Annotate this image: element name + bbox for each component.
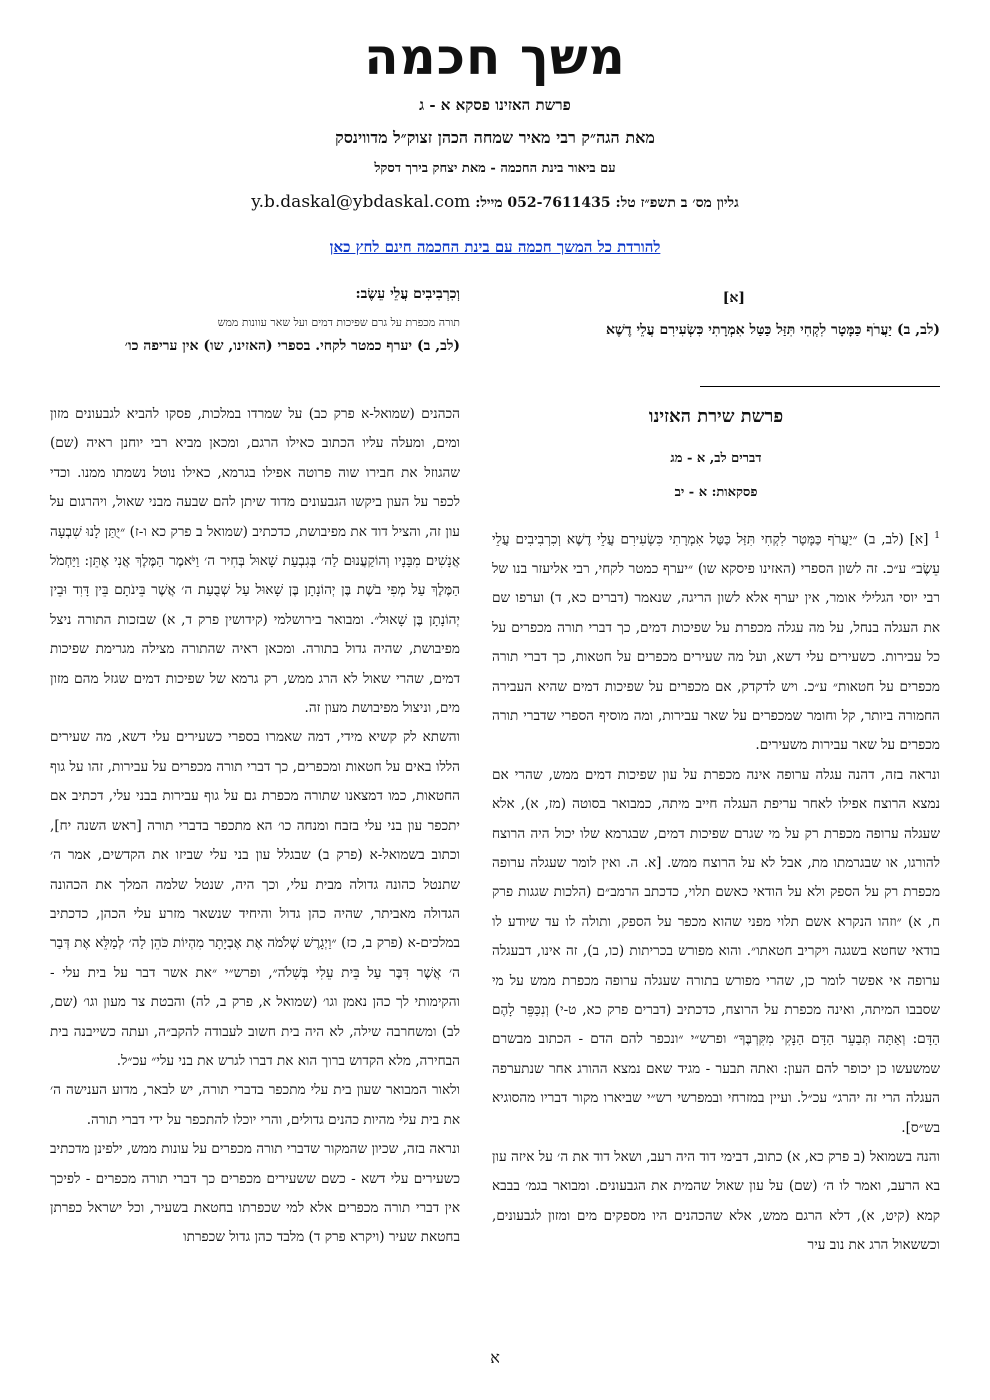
paragraph: ולאור המבואר שעון בית עלי מתכפר בדברי תורה, יש לבאר, מדוע הענישה ה׳ את בית עלי מהיות כהנים גדולים, והרי יוכלו להתכפר על ידי דברי תורה. [50, 1082, 460, 1128]
paragraph: והשתא לק קשיא מידי, דמה שאמרו בספרי כשעירים עלי דשא, מה שעירים הללו באים על חטאות ומכפרים, כך דברי תורה מכפרים על עבירות, זהו על גוף החטאות, כמו דמצאנו שתורה מכפרת גם על גוף עבירות בבני עלי, דכתיב אם יתכפר עון בני עלי בזבח ומנחה כו׳ הא מתכפר בדברי תורה [ראש השנה יח], וכתוב בשמואל-א (פרק ב) שבגלל עון בני עלי שביזו את הקדשים, אמר ה׳ שתנטל כהונה גדולה מבית עלי, וכך היה, שנטל שלמה המלך את הכהונה הגדולה מאביתר, שהיה כהן גדול והיחיד שנשאר מזרע עלי הכהן, כדכתיב במלכים-א (פרק ב, כז) ״וַיְגָרֶשׁ שְׁלֹמֹה אֶת אֶבְיָתָר מִהְיוֹת כֹּהֵן לַה׳ לְמַלֵּא אֶת דְּבַר ה׳ אֲשֶׁר דִּבֶּר עַל בֵּית עֵלִי בְּשִׁלֹה״, ופרש״י ״את אשר דבר על בית עלי - והקימותי לך כהן נאמן וגו׳ (שמואל א, פרק ב, לה) והבטת צר מעון וגו׳ (שם, לב) ומשחרבה שילה, לא היה בית חשוב לעבודה להקב״ה, ועתה כשייבנה בית הבחירה, מלא הקדוש ברוך הוא את דברו לגרש את בני עלי״ עכ״ל. [50, 729, 460, 1069]
download-line [0, 238, 990, 257]
section-marker: [א] [722, 290, 745, 306]
page-number: א [490, 1348, 500, 1367]
right-column [492, 522, 940, 1261]
footnote-marker: 1 [934, 531, 940, 541]
sifrei-heading: (לב, ב) יערף כמטר לקחי. בספרי (האזינו, שו) אין עריפה כו׳ [124, 338, 460, 354]
verse-heading: (לב, ב) יַעֲרֹף כַּמָּטָר לִקְחִי תִּזַּל כַּטַּל אִמְרָתִי כִּשְׂעִירִם עֲלֵי דֶשֶׁא [605, 322, 940, 338]
topic-note: תורה מכפרת על גרם שפיכות דמים ועל שאר עוונות ממש [217, 316, 460, 329]
parasha-range: דברים לב, א - מג [670, 451, 762, 466]
verse-heading-end: וְכִרְבִיבִים עֲלֵי עֵשֶׂב: [355, 286, 460, 302]
left-column [50, 400, 460, 1253]
paragraph: הכהנים (שמואל-א פרק כב) על שמרדו במלכות, פסקו להביא לגבעונים מזון ומים, ומעלה עליו הכתוב כאילו הרגם, ומכאן מביא רבי יוחנן ראיה (שם) שהגוזל את חבירו שוה פרוטה אפילו בגרמא, כאילו נוטל נשמתו ממנו. וכדי לכפר על העון ביקשו הגבעונים מדוד שיתן להם שבעה מבני שאול, ויהרגום על עון זה, והציל דוד את מפיבושת, כדכתיב (שמואל ב פרק כא ו-ז) ״יֻתַּן לָנוּ שִׁבְעָה אֲנָשִׁים מִבָּנָיו וְהוֹקַעֲנוּם לַה׳ בְּגִבְעַת שָׁאוּל בְּחִיר ה׳ וַיֹּאמֶר הַמֶּלֶךְ אֲנִי אֶתֵּן: וַיַּחְמֹל הַמֶּלֶךְ עַל מְפִי בֹשֶׁת בֶּן יְהוֹנָתָן בֶּן שָׁאוּל עַל שְׁבֻעַת ה׳ אֲשֶׁר בֵּינֹתָם בֵּין דָּוִד וּבֵין יְהוֹנָתָן בֶּן שָׁאוּל״. ומבואר בירושלמי (קידושין פרק ד, א) שבזכות התורה ניצל מפיבושת, שהיה גדול בתורה. ומכאן ראיה שהתורה מצילה מגרימת שפיכות דמים, שהרי שאול לא הרג ממש, רק גרמא של שפיכות דמים שגזל מהם מזון מים, וניצול מפיבושת מעון זה. [50, 406, 460, 717]
author-line: מאת הגה״ק רבי מאיר שמחה הכהן זצוק״ל מדווינסק [335, 128, 655, 147]
commentary-line: עם ביאור בינת החכמה - מאת יצחק בירך דסקל [374, 161, 616, 176]
parasha-piskaot: פסקאות: א - יב [674, 485, 758, 500]
parasha-subtitle: פרשת האזינו פסקא א - ג [419, 96, 571, 114]
download-link[interactable]: להורדת כל המשך חכמה עם בינת החכמה חינם לחץ כאן [329, 238, 661, 256]
paragraph: ונראה בזה, דהנה עגלה ערופה אינה מכפרת על עון שפיכות דמים ממש, שהרי אם נמצא הרוצח אפילו לאחר עריפת העגלה חייב מיתה, כמבואר בסוטה (מז, א), אלא שעגלה ערופה מכפרת רק על מי שגרם שפיכות דמים, שבגרמא שלו יכול היה הרוצח להורגו, או שבגרמתו מת, אבל לא על הרוצח ממש. [א. ה. ואין לומר שעגלה ערופה מכפרת רק על הספק ולא על הודאי כאשם תלוי, כדכתב הרמב״ם (הלכות שגגות פרק ח, א) ״וזהו הנקרא אשם תלוי מפני שהוא מכפר על הספק, ותולה לו עד שיודע לו בודאי שחטא בשגגה ויקריב חטאתו״. והוא מפורש בכריתות (כו, ב), זה אינו, דבעגלה ערופה אי אפשר לומר כן, שהרי מפורש בתורה שעגלה ערופה מכפרת ממש על מי שסבבו המיתה, ואינה מכפרת על הרוצח, כדכתיב (דברים פרק כא, ט-י) וְנִכַּפֵּר לָהֶם הַדָּם: וְאַתָּה תְּבַעֵר הַדָּם הַנָּקִי מִקִּרְבֶּךָ״ ופרש״י ״ונכפר להם הדם - הכתוב מבשרם שמשעשו כן יכופר להם העון: ואתה תבער - מגיד שאם נמצא ההורג אחר שנתערפה העגלה הרי זה יהרג״ עכ״ל. ועיין במזרחי ובמפרשי רש״י שביארו מקור דבריו מהסוגיא בש״ס]. [492, 766, 940, 1136]
issue-line [0, 192, 990, 212]
paragraph: $^1$ [א] (לב, ב) ״יַעֲרֹף כַּמָּטָר לִקְחִי תִּזַּל כַּטַּל אִמְרָתִי כִּשְׂעִירִם עֲלֵי דֶשֶׁא וְכִרְבִיבִים עֲלֵי עֵשֶׂב״ ע״כ. זה לשון הספרי (האזינו פיסקא שו) ״יערף כמטר לקחי, רבי אליעזר בנו של רבי יוסי הגלילי אומר, אין יערף אלא לשון הריגה, שנאמר (דברים כא, ד) וערפו שם את העגלה בנחל, על מה עגלה מכפרת על שפיכות דמים, כך דברי תורה מכפרים על כל עבירות. כשעירים עלי דשא, ועל מה שעירים מכפרים על חטאות, כך דברי תורה מכפרים על חטאות״ ע״כ. ויש לדקדק, אם מכפרים על שפיכות דמים שהיא העבירה החמורה ביותר, קל וחומר שמכפרים על שאר עבירות, ומה מוסיף הספרי שדברי תורה מכפרים על שאר עבירות משעירים. [492, 531, 940, 754]
paragraph: והנה בשמואל (ב פרק כא, א) כתוב, דבימי דוד היה רעב, ושאל דוד את ה׳ על איזה עון בא הרעב, ואמר לו ה׳ (שם) על עון שאול שהמית את הגבעונים. ומבואר בגמ׳ בבבא קמא (קיט, א), דלא הרגם ממש, אלא שהכהנים היו מספקים מים ומזון לגבעונים, וכששאול הרג את נוב עיר [492, 1149, 940, 1254]
page-title: משך חכמה [364, 28, 626, 86]
parasha-title: פרשת שירת האזינו [648, 406, 784, 427]
divider [700, 386, 940, 387]
paragraph: ונראה בזה, שכיון שהמקור שדברי תורה מכפרים על עונות ממש, ילפינן מדכתיב כשעירים עלי דשא - כשם ששעירים מכפרים כך דברי תורה מכפרים - לפיכך אין דברי תורה מכפרים אלא למי שכפרתו בחטאת בשעיר, וכל ישראל כפרתן בחטאת שעיר (ויקרא פרק ד) מלבד כהן גדול שכפרתו [50, 1141, 460, 1246]
email-address: y.b.daskal@ybdaskal.com [251, 192, 471, 212]
issue-info: גליון מס׳ ב תשפ״ז טל: 052-7611435 מייל: [475, 195, 739, 211]
